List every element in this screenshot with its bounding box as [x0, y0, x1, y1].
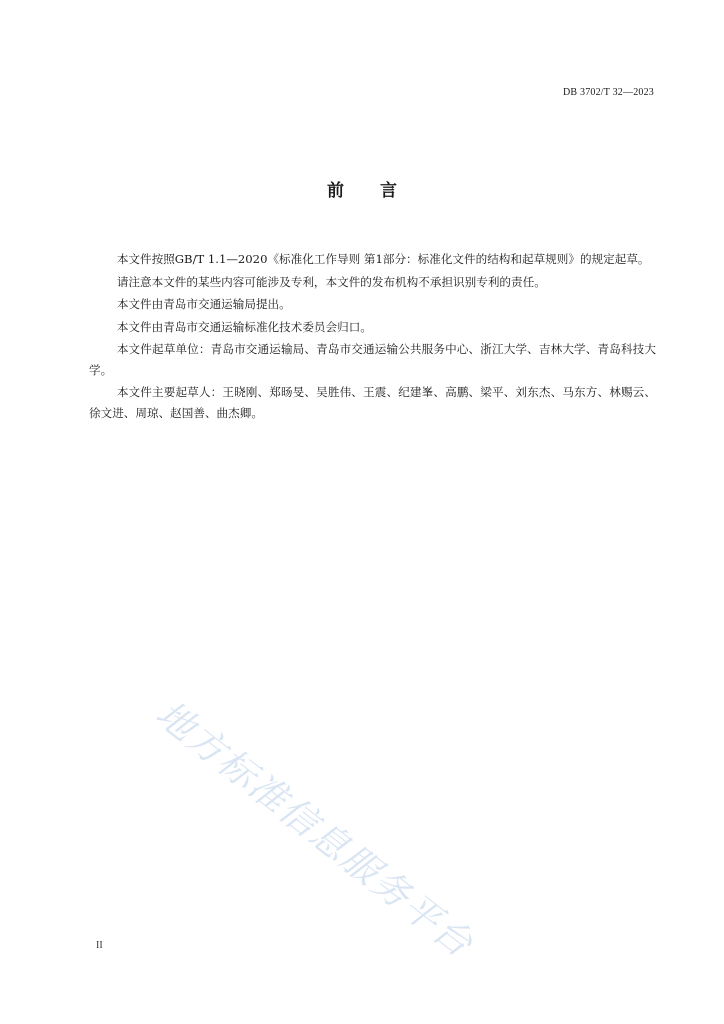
- paragraph-main-drafters: 本文件主要起草人：王晓刚、郑旸旻、吴胜伟、王震、纪建峯、高鹏、梁平、刘东杰、马东方、林赐云、徐文进、周琼、赵国善、曲杰卿。: [89, 385, 656, 420]
- title-char-1: 前: [327, 181, 344, 201]
- page-title: [0, 176, 724, 201]
- paragraph-drafting-rules: 本文件按照GB/T 1.1—2020《标准化工作导则 第1部分：标准化文件的结构和起草规则》的规定起草。: [116, 252, 650, 266]
- paragraph-technical-committee: 本文件由青岛市交通运输标准化技术委员会归口。: [116, 319, 372, 334]
- page-number: II: [96, 940, 103, 951]
- watermark: 地方标准信息服务平台: [147, 692, 482, 967]
- title-char-2: 言: [380, 181, 397, 201]
- paragraph-patent-notice: 请注意本文件的某些内容可能涉及专利，本文件的发布机构不承担识别专利的责任。: [116, 274, 546, 289]
- paragraph-drafting-units: 本文件起草单位：青岛市交通运输局、青岛市交通运输公共服务中心、浙江大学、吉林大学、青岛科技大学。: [89, 342, 656, 377]
- paragraph-proposer: 本文件由青岛市交通运输局提出。: [116, 297, 291, 311]
- foreword-body: [89, 249, 656, 425]
- document-code: DB 3702/T 32—2023: [563, 87, 654, 98]
